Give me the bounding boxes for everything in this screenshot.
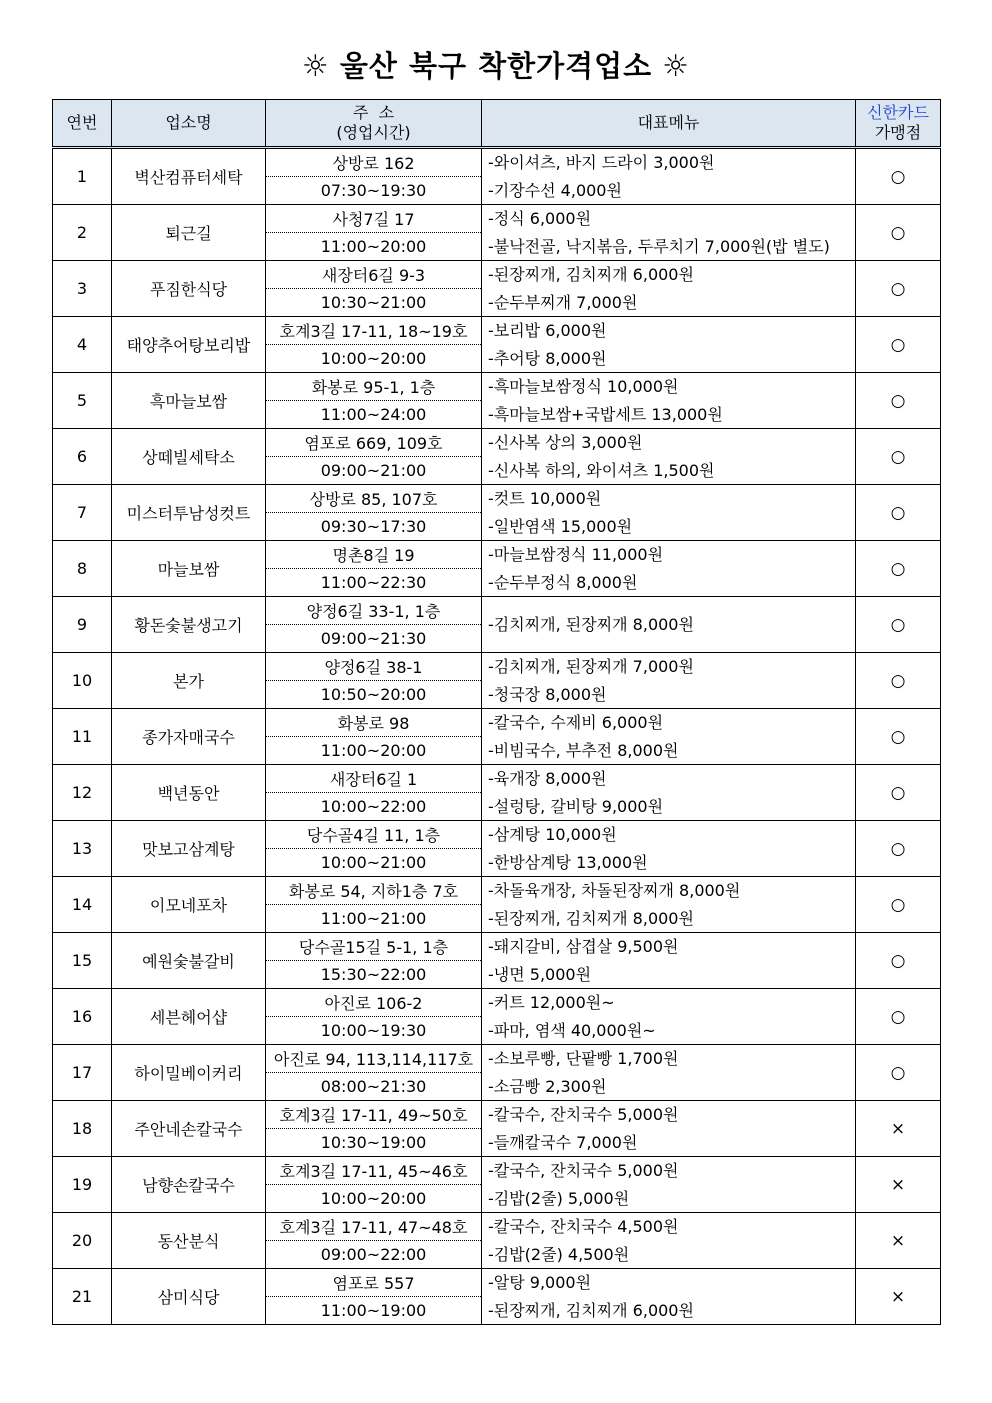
shop-address: 호계3길 17-11, 47~48호 — [266, 1213, 482, 1241]
table-row — [53, 709, 941, 737]
card-mark: ○ — [856, 765, 941, 821]
row-number: 9 — [53, 597, 112, 653]
shop-address: 새장터6길 9-3 — [266, 261, 482, 289]
row-number: 12 — [53, 765, 112, 821]
card-mark: ○ — [856, 821, 941, 877]
table-row — [53, 541, 941, 569]
shop-name: 백년동안 — [112, 765, 266, 821]
table-row — [53, 1157, 941, 1185]
shop-name: 맛보고삼계탕 — [112, 821, 266, 877]
shop-address: 상방로 162 — [266, 148, 482, 177]
menu-item-2: -냉면 5,000원 — [482, 961, 856, 989]
row-number: 3 — [53, 261, 112, 317]
business-hours: 11:00~24:00 — [266, 401, 482, 429]
header-no: 연번 — [53, 100, 112, 148]
card-mark: ○ — [856, 933, 941, 989]
business-hours: 09:00~21:00 — [266, 457, 482, 485]
menu-item-1: -칼국수, 잔치국수 5,000원 — [482, 1157, 856, 1185]
menu-item-1: -김치찌개, 된장찌개 8,000원 — [482, 597, 856, 653]
menu-item-1: -신사복 상의 3,000원 — [482, 429, 856, 457]
card-mark: ○ — [856, 373, 941, 429]
table-row — [53, 597, 941, 625]
menu-item-1: -정식 6,000원 — [482, 205, 856, 233]
table-row — [53, 205, 941, 233]
menu-item-2: -불낙전골, 낙지볶음, 두루치기 7,000원(밥 별도) — [482, 233, 856, 261]
business-hours: 11:00~21:00 — [266, 905, 482, 933]
menu-item-1: -알탕 9,000원 — [482, 1269, 856, 1297]
header-menu: 대표메뉴 — [482, 100, 856, 148]
menu-item-2: -흑마늘보쌈+국밥세트 13,000원 — [482, 401, 856, 429]
shop-address: 사청7길 17 — [266, 205, 482, 233]
shop-address: 염포로 557 — [266, 1269, 482, 1297]
shop-address: 새장터6길 1 — [266, 765, 482, 793]
business-hours: 10:30~21:00 — [266, 289, 482, 317]
header-row — [53, 100, 941, 148]
card-mark: ○ — [856, 597, 941, 653]
business-hours: 08:00~21:30 — [266, 1073, 482, 1101]
row-number: 4 — [53, 317, 112, 373]
business-hours: 09:00~21:30 — [266, 625, 482, 653]
table-row — [53, 1213, 941, 1241]
card-mark: ○ — [856, 205, 941, 261]
shop-name: 흑마늘보쌈 — [112, 373, 266, 429]
table-row — [53, 1101, 941, 1129]
table-row — [53, 148, 941, 177]
table-row — [53, 821, 941, 849]
row-number: 20 — [53, 1213, 112, 1269]
shop-address: 호계3길 17-11, 49~50호 — [266, 1101, 482, 1129]
shop-name: 태양추어탕보리밥 — [112, 317, 266, 373]
business-hours: 11:00~19:00 — [266, 1297, 482, 1325]
menu-item-1: -된장찌개, 김치찌개 6,000원 — [482, 261, 856, 289]
menu-item-1: -칼국수, 수제비 6,000원 — [482, 709, 856, 737]
card-mark: ○ — [856, 485, 941, 541]
row-number: 7 — [53, 485, 112, 541]
shop-name: 이모네포차 — [112, 877, 266, 933]
row-number: 21 — [53, 1269, 112, 1325]
shop-address: 당수골15길 5-1, 1층 — [266, 933, 482, 961]
menu-item-1: -와이셔츠, 바지 드라이 3,000원 — [482, 148, 856, 177]
shop-name: 동산분식 — [112, 1213, 266, 1269]
header-card-line2: 가맹점 — [874, 123, 922, 142]
business-hours: 11:00~20:00 — [266, 233, 482, 261]
business-hours: 09:30~17:30 — [266, 513, 482, 541]
business-hours: 10:00~20:00 — [266, 345, 482, 373]
row-number: 13 — [53, 821, 112, 877]
menu-item-2: -들깨칼국수 7,000원 — [482, 1129, 856, 1157]
menu-item-1: -커트 12,000원~ — [482, 989, 856, 1017]
business-hours: 10:00~19:30 — [266, 1017, 482, 1045]
menu-item-2: -된장찌개, 김치찌개 8,000원 — [482, 905, 856, 933]
shop-name: 퇴근길 — [112, 205, 266, 261]
shop-address: 아진로 94, 113,114,117호 — [266, 1045, 482, 1073]
menu-item-2: -추어탕 8,000원 — [482, 345, 856, 373]
card-mark: ○ — [856, 653, 941, 709]
table-row — [53, 765, 941, 793]
row-number: 8 — [53, 541, 112, 597]
shop-address: 화봉로 95-1, 1층 — [266, 373, 482, 401]
menu-item-2: -일반염색 15,000원 — [482, 513, 856, 541]
table-row — [53, 989, 941, 1017]
card-mark: ○ — [856, 989, 941, 1045]
sun-icon: ☼ — [662, 49, 691, 84]
header-card-line1: 신한카드 — [867, 103, 929, 122]
row-number: 18 — [53, 1101, 112, 1157]
table-row — [53, 1045, 941, 1073]
shop-name: 하이밀베이커리 — [112, 1045, 266, 1101]
business-hours: 10:50~20:00 — [266, 681, 482, 709]
row-number: 11 — [53, 709, 112, 765]
shop-address: 호계3길 17-11, 45~46호 — [266, 1157, 482, 1185]
row-number: 16 — [53, 989, 112, 1045]
table-row — [53, 317, 941, 345]
shop-name: 벽산컴퓨터세탁 — [112, 148, 266, 205]
shop-name: 삼미식당 — [112, 1269, 266, 1325]
menu-item-2: -청국장 8,000원 — [482, 681, 856, 709]
menu-item-1: -육개장 8,000원 — [482, 765, 856, 793]
menu-item-1: -소보루빵, 단팥빵 1,700원 — [482, 1045, 856, 1073]
menu-item-2: -순두부찌개 7,000원 — [482, 289, 856, 317]
table-row — [53, 373, 941, 401]
card-mark: ○ — [856, 429, 941, 485]
table-row — [53, 877, 941, 905]
row-number: 10 — [53, 653, 112, 709]
row-number: 2 — [53, 205, 112, 261]
header-address-line1: 주 소 — [352, 103, 395, 122]
menu-item-1: -김치찌개, 된장찌개 7,000원 — [482, 653, 856, 681]
menu-item-1: -차돌육개장, 차돌된장찌개 8,000원 — [482, 877, 856, 905]
card-mark: × — [856, 1269, 941, 1325]
menu-item-2: -소금빵 2,300원 — [482, 1073, 856, 1101]
shop-address: 양정6길 38-1 — [266, 653, 482, 681]
shop-name: 본가 — [112, 653, 266, 709]
menu-item-2: -된장찌개, 김치찌개 6,000원 — [482, 1297, 856, 1325]
shop-address: 화봉로 98 — [266, 709, 482, 737]
card-mark: ○ — [856, 541, 941, 597]
menu-item-2: -파마, 염색 40,000원~ — [482, 1017, 856, 1045]
shop-name: 마늘보쌈 — [112, 541, 266, 597]
row-number: 17 — [53, 1045, 112, 1101]
menu-item-1: -돼지갈비, 삼겹살 9,500원 — [482, 933, 856, 961]
shop-address: 화봉로 54, 지하1층 7호 — [266, 877, 482, 905]
row-number: 5 — [53, 373, 112, 429]
card-mark: × — [856, 1101, 941, 1157]
business-hours: 11:00~22:30 — [266, 569, 482, 597]
table-row — [53, 261, 941, 289]
row-number: 15 — [53, 933, 112, 989]
business-hours: 11:00~20:00 — [266, 737, 482, 765]
sun-icon: ☼ — [301, 49, 330, 84]
shop-name: 예원숯불갈비 — [112, 933, 266, 989]
shop-address: 상방로 85, 107호 — [266, 485, 482, 513]
card-mark: ○ — [856, 261, 941, 317]
card-mark: × — [856, 1213, 941, 1269]
menu-item-1: -보리밥 6,000원 — [482, 317, 856, 345]
row-number: 1 — [53, 148, 112, 205]
card-mark: ○ — [856, 877, 941, 933]
header-address — [266, 100, 482, 148]
header-name: 업소명 — [112, 100, 266, 148]
card-mark: ○ — [856, 709, 941, 765]
table-row — [53, 653, 941, 681]
business-hours: 07:30~19:30 — [266, 177, 482, 205]
menu-item-1: -칼국수, 잔치국수 5,000원 — [482, 1101, 856, 1129]
table-row — [53, 429, 941, 457]
shop-address: 호계3길 17-11, 18~19호 — [266, 317, 482, 345]
row-number: 14 — [53, 877, 112, 933]
menu-item-2: -비빔국수, 부추전 8,000원 — [482, 737, 856, 765]
shop-name: 황돈숯불생고기 — [112, 597, 266, 653]
shop-table — [52, 99, 941, 1325]
shop-address: 명촌8길 19 — [266, 541, 482, 569]
table-row — [53, 933, 941, 961]
shop-name: 주안네손칼국수 — [112, 1101, 266, 1157]
business-hours: 15:30~22:00 — [266, 961, 482, 989]
menu-item-1: -흑마늘보쌈정식 10,000원 — [482, 373, 856, 401]
shop-name: 상떼빌세탁소 — [112, 429, 266, 485]
table-body — [53, 148, 941, 1325]
menu-item-2: -순두부정식 8,000원 — [482, 569, 856, 597]
shop-name: 세븐헤어샵 — [112, 989, 266, 1045]
menu-item-2: -설렁탕, 갈비탕 9,000원 — [482, 793, 856, 821]
header-address-line2: (영업시간) — [336, 123, 411, 142]
shop-name: 남향손칼국수 — [112, 1157, 266, 1213]
page-title — [0, 44, 992, 85]
business-hours: 10:00~21:00 — [266, 849, 482, 877]
title-text: 울산 북구 착한가격업소 — [339, 49, 653, 83]
card-mark: ○ — [856, 317, 941, 373]
shop-name: 종가자매국수 — [112, 709, 266, 765]
menu-item-1: -삼계탕 10,000원 — [482, 821, 856, 849]
business-hours: 10:30~19:00 — [266, 1129, 482, 1157]
menu-item-2: -기장수선 4,000원 — [482, 177, 856, 205]
table-row — [53, 485, 941, 513]
card-mark: ○ — [856, 148, 941, 205]
menu-item-2: -한방삼계탕 13,000원 — [482, 849, 856, 877]
menu-item-2: -김밥(2줄) 4,500원 — [482, 1241, 856, 1269]
business-hours: 09:00~22:00 — [266, 1241, 482, 1269]
shop-address: 당수골4길 11, 1층 — [266, 821, 482, 849]
table-row — [53, 1269, 941, 1297]
shop-address: 양정6길 33-1, 1층 — [266, 597, 482, 625]
menu-item-2: -신사복 하의, 와이셔츠 1,500원 — [482, 457, 856, 485]
card-mark: × — [856, 1157, 941, 1213]
business-hours: 10:00~22:00 — [266, 793, 482, 821]
menu-item-1: -마늘보쌈정식 11,000원 — [482, 541, 856, 569]
menu-item-2: -김밥(2줄) 5,000원 — [482, 1185, 856, 1213]
row-number: 6 — [53, 429, 112, 485]
menu-item-1: -칼국수, 잔치국수 4,500원 — [482, 1213, 856, 1241]
row-number: 19 — [53, 1157, 112, 1213]
card-mark: ○ — [856, 1045, 941, 1101]
shop-name: 미스터투남성컷트 — [112, 485, 266, 541]
shop-address: 염포로 669, 109호 — [266, 429, 482, 457]
shop-name: 푸짐한식당 — [112, 261, 266, 317]
header-card — [856, 100, 941, 148]
business-hours: 10:00~20:00 — [266, 1185, 482, 1213]
menu-item-1: -컷트 10,000원 — [482, 485, 856, 513]
shop-address: 아진로 106-2 — [266, 989, 482, 1017]
